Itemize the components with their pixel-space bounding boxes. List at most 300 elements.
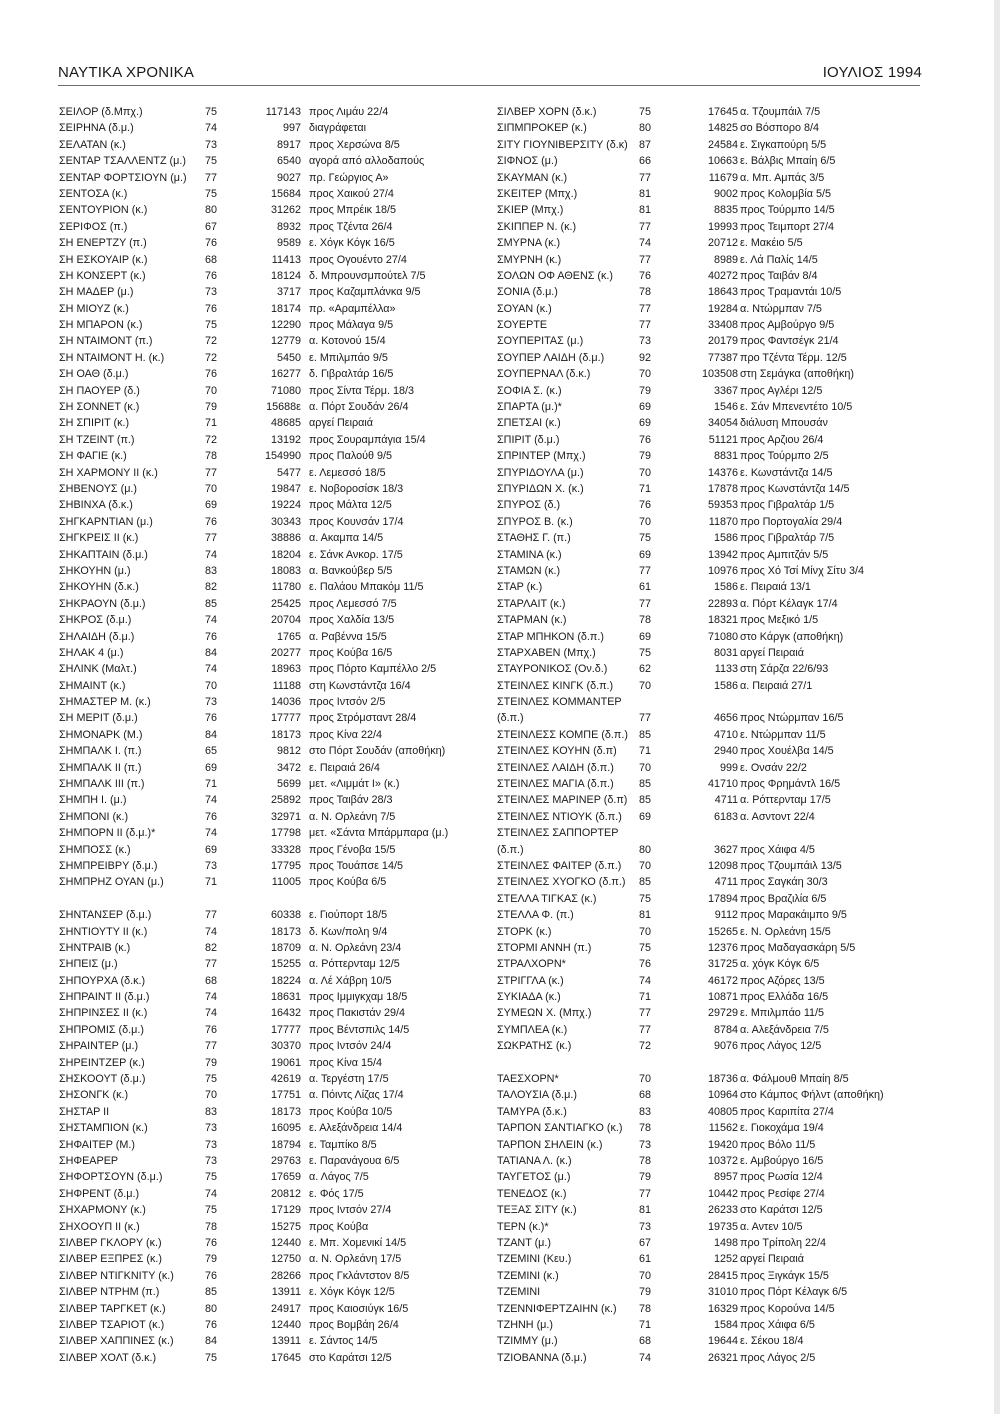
table-row [497, 333, 929, 349]
status-note: προς Κουνσάν 17/4 [309, 515, 404, 528]
tonnage: 8784 [713, 1023, 738, 1036]
tonnage: 33328 [270, 843, 301, 856]
status-note: ε. Μπιλμπάο 9/5 [309, 351, 388, 364]
tonnage: 19420 [707, 1138, 738, 1151]
table-row [59, 350, 491, 366]
tonnage: 14036 [270, 696, 301, 709]
build-year: 75 [205, 1351, 218, 1364]
tonnage: 10442 [707, 1187, 738, 1200]
tonnage: 8031 [713, 646, 738, 659]
ship-name: ΣΗΝΤΑΝΣΕΡ (δ.μ.) [59, 909, 152, 922]
build-year: 75 [639, 106, 652, 118]
table-row [497, 776, 929, 792]
table-row [59, 481, 491, 497]
build-year: 77 [639, 220, 652, 233]
status-note: ε. Σάν Μπενεντέτο 10/5 [740, 401, 853, 414]
tonnage: 24917 [270, 1302, 301, 1315]
table-row [59, 645, 491, 661]
ship-name: ΣΜΥΡΝΗ (κ.) [497, 253, 562, 266]
tonnage: 18631 [270, 991, 301, 1004]
status-note: ε. Αμβούργο 16/5 [740, 1155, 824, 1167]
tonnage: 19847 [270, 482, 301, 495]
ship-name: ΣΗ ΤΖΕΙΝΤ (π.) [59, 433, 135, 446]
ship-name: ΣΗ ΝΤΑΙΜΟΝΤ Η. (κ.) [59, 351, 165, 364]
table-row [497, 645, 929, 661]
status-note: προς Μεξικό 1/5 [740, 614, 819, 627]
status-note: α. Φάλμουθ Μπαίη 8/5 [740, 1073, 849, 1086]
ship-name: ΣΕΝΤΑΡ ΦΟΡΤΣΙΟΥΝ (μ.) [59, 171, 187, 184]
tonnage: 997 [282, 122, 301, 135]
ship-name: ΣΤΑΡΛΑΙΤ (κ.) [497, 597, 566, 610]
tonnage: 1586 [713, 532, 738, 545]
table-row [497, 661, 929, 677]
table-row [497, 924, 929, 940]
ship-name: ΣΙΛΒΕΡ ΧΟΡΝ (δ.κ.) [497, 106, 597, 118]
ship-name: ΤΑΡΠΟΝ ΣΗΛΕΙΝ (κ.) [497, 1138, 603, 1151]
build-year: 69 [205, 761, 218, 774]
table-row [59, 547, 491, 563]
status-note: σο Βόσπορο 8/4 [740, 122, 819, 135]
ship-name: ΣΙΦΝΟΣ (μ.) [497, 155, 558, 168]
table-row [497, 956, 929, 972]
status-note: προ Πορτογαλία 29/4 [740, 515, 843, 528]
ship-name: ΣΤΕΙΝΛΕΣ ΚΙΝΓΚ (δ.π.) [497, 679, 614, 692]
table-row [497, 415, 929, 431]
status-note: ε. Παρανάγουα 6/5 [309, 1155, 400, 1167]
table-row [59, 1202, 491, 1218]
table-row [59, 858, 491, 874]
table-row [59, 333, 491, 349]
status-note: α. Ντώρμπαν 7/5 [740, 302, 822, 315]
ship-name: ΣΗΠΡΑΙΝΤ ΙΙ (δ.μ.) [59, 991, 150, 1004]
build-year: 74 [639, 237, 652, 250]
table-row [497, 563, 929, 579]
status-note: προς Γένοβα 15/5 [309, 843, 396, 856]
build-year: 77 [639, 1023, 652, 1036]
ship-name: ΣΗ ΜΑΔΕΡ (μ.) [59, 286, 134, 299]
build-year: 76 [205, 269, 218, 282]
status-note: προς Γιβραλτάρ 1/5 [740, 499, 835, 512]
tonnage: 20179 [707, 335, 738, 348]
table-row [497, 530, 929, 546]
table-row [497, 1251, 929, 1267]
ship-name: ΣΤΑΜΩΝ (κ.) [497, 564, 561, 577]
status-note: ε. Νοβοροσίσκ 18/3 [309, 482, 404, 495]
status-note: αργεί Πειραιά [740, 1253, 805, 1266]
table-row [59, 1333, 491, 1349]
table-row [59, 202, 491, 218]
table-row [497, 1104, 929, 1120]
table-row [497, 219, 929, 235]
ship-name: ΣΙΛΒΕΡ ΝΤΡΗΜ (π.) [59, 1286, 160, 1299]
build-year: 69 [639, 401, 652, 414]
ship-name: ΣΗ ΕΝΕΡΤΖΥ (π.) [59, 237, 147, 250]
tonnage: 18736 [707, 1073, 738, 1086]
build-year: 69 [639, 810, 652, 823]
status-note: προς Ταιβάν 28/3 [309, 794, 393, 807]
status-note: α. Ν. Ορλεάνη 23/4 [309, 941, 402, 954]
build-year: 77 [205, 532, 218, 545]
status-note: προς Ιντσόν 24/4 [309, 1040, 392, 1053]
build-year: 79 [205, 401, 218, 414]
status-note: ε. Φός 17/5 [309, 1187, 364, 1200]
tonnage: 14376 [707, 466, 738, 479]
table-row [59, 399, 491, 415]
build-year: 74 [639, 1351, 652, 1364]
build-year: 74 [639, 974, 652, 987]
status-note: α. χόγκ Κόγκ 6/5 [740, 958, 820, 971]
table-row [59, 924, 491, 940]
status-note: προς Στρόμσταντ 28/4 [309, 712, 417, 725]
build-year: 71 [639, 745, 652, 758]
build-year: 61 [639, 581, 652, 594]
status-note: ε. Σέκου 18/4 [740, 1335, 804, 1348]
status-note: ε. Παλάου Μπακόμ 11/5 [309, 581, 424, 594]
status-note: διαγράφεται [309, 122, 366, 135]
build-year: 76 [639, 433, 652, 446]
status-note: προς Μπρέικ 18/5 [309, 204, 397, 217]
build-year: 79 [639, 1286, 652, 1299]
tonnage: 18709 [270, 941, 301, 954]
build-year: 77 [639, 171, 652, 184]
table-row [497, 678, 929, 694]
status-note: προς Αγλέρι 12/5 [740, 384, 823, 397]
build-year: 74 [205, 1187, 218, 1200]
tonnage: 117143 [265, 106, 301, 118]
status-note: δ. Κων/πολη 9/4 [309, 925, 388, 938]
table-row [59, 842, 491, 858]
build-year: 76 [639, 269, 652, 282]
table-row [497, 235, 929, 251]
tonnage: 15688ε [266, 401, 301, 414]
table-row [497, 727, 929, 743]
table-row [497, 1137, 929, 1153]
status-note: προς Καιοσιύγκ 16/5 [309, 1302, 409, 1315]
table-row [59, 694, 491, 710]
status-note: προς Ρωσία 12/4 [740, 1171, 823, 1184]
status-note: ε. Πειραιά 26/4 [309, 761, 380, 774]
table-row [497, 1005, 929, 1021]
table-row [497, 612, 929, 628]
table-row [59, 710, 491, 726]
status-note: προς Ρεσίφε 27/4 [740, 1187, 825, 1200]
build-year: 72 [639, 1040, 652, 1053]
ship-name: ΣΗΜΠΑΛΚ Ι. (π.) [59, 745, 142, 758]
ship-name: ΣΕΡΙΦΟΣ (π.) [59, 220, 128, 233]
ship-name: ΤΕΞΑΣ ΣΙΤΥ (κ.) [497, 1204, 577, 1217]
table-row [59, 792, 491, 808]
status-note: α. Ασντοντ 22/4 [740, 810, 815, 823]
tonnage: 42619 [270, 1073, 301, 1086]
tonnage: 11413 [271, 253, 301, 266]
tonnage: 3367 [713, 384, 738, 397]
table-row [59, 1301, 491, 1317]
status-note: ε. Ονσάν 22/2 [740, 761, 807, 774]
build-year: 77 [205, 1040, 218, 1053]
status-note: προς Μαδαγασκάρη 5/5 [740, 941, 856, 954]
status-note: προς Σαγκάη 30/3 [740, 876, 828, 889]
ship-name: ΣΗ ΧΑΡΜΟΝΥ ΙΙ (κ.) [59, 466, 158, 479]
build-year: 75 [205, 1073, 218, 1086]
build-year: 74 [205, 122, 218, 135]
table-row [497, 1219, 929, 1235]
ship-name: ΣΤΕΙΝΛΕΣ ΝΤΙΟΥΚ (δ.π.) [497, 810, 622, 823]
status-note: προς Λιμάυ 22/4 [309, 106, 389, 118]
tonnage: 8989 [713, 253, 738, 266]
table-row [59, 514, 491, 530]
build-year: 75 [639, 892, 652, 905]
build-year: 77 [639, 253, 652, 266]
status-note: ε. Σιγκαπούρη 5/5 [740, 138, 827, 151]
status-note: προς Ξιγκάγκ 15/5 [740, 1269, 829, 1282]
table-row [59, 874, 491, 890]
build-year: 65 [205, 745, 218, 758]
ship-name: ΤΖΕΜΙΝΙ (Κευ.) [497, 1253, 572, 1266]
status-note: προς Ιντσόν 27/4 [309, 1204, 392, 1217]
table-row [497, 366, 929, 382]
table-row [497, 268, 929, 284]
page-edge [994, 0, 1000, 1414]
status-note: προς Μαρακάιμπο 9/5 [740, 909, 847, 922]
tonnage: 40805 [707, 1105, 738, 1118]
status-note: α. Ρόττερνταμ 17/5 [740, 794, 831, 807]
ship-name: ΣΗ ΕΣΚΟΥΑΙΡ (κ.) [59, 253, 148, 266]
build-year: 83 [639, 1105, 652, 1118]
tonnage: 11562 [708, 1122, 738, 1135]
build-year: 68 [639, 1335, 652, 1348]
build-year: 70 [205, 1089, 218, 1102]
table-row [59, 497, 491, 513]
status-note: στη Σάρζα 22/6/93 [740, 663, 829, 676]
build-year: 75 [205, 106, 218, 118]
build-year: 73 [205, 696, 218, 709]
tonnage: 26233 [707, 1204, 738, 1217]
table-row [497, 579, 929, 595]
build-year: 84 [205, 646, 218, 659]
build-year: 76 [205, 302, 218, 315]
status-note: ε. Χόγκ Κόγκ 16/5 [309, 237, 395, 250]
tonnage: 13942 [707, 548, 738, 561]
tonnage: 12779 [270, 335, 301, 348]
build-year: 67 [639, 1236, 652, 1249]
table-row [497, 1120, 929, 1136]
tonnage: 9002 [713, 187, 738, 200]
build-year: 77 [639, 712, 652, 725]
tonnage: 8835 [713, 204, 738, 217]
status-note: προς Καζαμπλάνκα 9/5 [309, 286, 421, 299]
build-year: 74 [205, 925, 218, 938]
build-year: 85 [639, 794, 652, 807]
build-year: 81 [639, 187, 652, 200]
tonnage: 5477 [276, 466, 301, 479]
tonnage: 8831 [713, 450, 738, 463]
tonnage: 14825 [707, 122, 738, 135]
table-row [59, 1219, 491, 1235]
build-year: 79 [639, 384, 652, 397]
tonnage: 29729 [707, 1007, 738, 1020]
ship-name: ΣΗΓΚΡΕΙΣ ΙΙ (κ.) [59, 532, 139, 545]
status-note: α. Ρόττερνταμ 12/5 [309, 958, 400, 971]
table-row [59, 1251, 491, 1267]
build-year: 73 [639, 1220, 652, 1233]
tonnage: 8917 [276, 138, 301, 151]
tonnage: 1765 [276, 630, 301, 643]
tonnage: 4656 [713, 712, 738, 725]
tonnage: 51121 [708, 433, 738, 446]
tonnage: 18204 [270, 548, 301, 561]
status-note: ε. Λά Παλίς 14/5 [740, 253, 818, 266]
build-year: 68 [639, 1089, 652, 1102]
tonnage: 10372 [707, 1155, 738, 1167]
table-row [497, 792, 929, 808]
table-row [59, 678, 491, 694]
tonnage: 1586 [713, 679, 738, 692]
table-row [497, 399, 929, 415]
status-note: προς Βέντσπιλς 14/5 [309, 1023, 410, 1036]
tonnage: 24584 [707, 138, 738, 151]
table-row [59, 448, 491, 464]
ship-name: ΣΙΛΒΕΡ ΕΞΠΡΕΣ (κ.) [59, 1253, 162, 1266]
build-year: 79 [639, 1171, 652, 1184]
status-note: προς Αμβούργο 9/5 [740, 319, 835, 332]
build-year: 74 [205, 991, 218, 1004]
table-row [497, 448, 929, 464]
build-year: 70 [205, 679, 218, 692]
tonnage: 18174 [270, 302, 301, 315]
table-row [59, 760, 491, 776]
tonnage: 10976 [707, 564, 738, 577]
build-year: 74 [205, 827, 218, 840]
ship-name: ΣΤΕΙΝΛΕΣ ΚΟΜΜΑΝΤΕΡ [497, 696, 622, 709]
table-row [497, 350, 929, 366]
table-row [59, 366, 491, 382]
tonnage: 26321 [707, 1351, 738, 1364]
ship-name: ΣΗΦΕΑΡΕΡ [59, 1155, 119, 1167]
table-row [59, 825, 491, 841]
tonnage: 25892 [270, 794, 301, 807]
tonnage: 77387 [707, 351, 738, 364]
status-note: προς Κίνα 22/4 [309, 728, 383, 741]
ship-name: ΣΙΛΒΕΡ ΤΣΑΡΙΟΤ (κ.) [59, 1318, 165, 1331]
table-row [59, 465, 491, 481]
tonnage: 1586 [713, 581, 738, 594]
tonnage: 1252 [713, 1253, 738, 1266]
build-year: 69 [639, 417, 652, 430]
ship-name: ΤΑΥΓΕΤΟΣ (μ.) [497, 1171, 571, 1184]
tonnage: 19284 [707, 302, 738, 315]
status-note: στο Καράτσι 12/5 [309, 1351, 392, 1364]
ship-name: ΣΗΠΡΙΝΣΕΣ ΙΙ (κ.) [59, 1007, 148, 1020]
build-year: 75 [205, 1171, 218, 1184]
table-row [497, 743, 929, 759]
table-row [59, 661, 491, 677]
build-year: 80 [205, 1302, 218, 1315]
status-note: προς Ντώρμπαν 16/5 [740, 712, 844, 725]
tonnage: 18643 [707, 286, 738, 299]
ship-name: ΣΠΡΙΝΤΕΡ (Μπχ.) [497, 450, 586, 463]
ship-name: ΣΗΜΑΣΤΕΡ Μ. (κ.) [59, 696, 151, 709]
status-note: προς Τζουμπάιλ 13/5 [740, 859, 842, 872]
build-year: 62 [639, 663, 652, 676]
build-year: 80 [639, 843, 652, 856]
tonnage: 46172 [707, 974, 738, 987]
status-note: προς Λεμεσσό 7/5 [309, 597, 397, 610]
table-row [59, 629, 491, 645]
tonnage: 3717 [276, 286, 301, 299]
tonnage: 4710 [713, 728, 738, 741]
table-row [59, 1087, 491, 1103]
build-year: 81 [639, 909, 652, 922]
ship-name: ΤΑΤΙΑΝΑ Λ. (κ.) [497, 1155, 572, 1167]
tonnage: 9812 [276, 745, 301, 758]
status-note: προς Χάιφα 4/5 [740, 843, 815, 856]
table-row [59, 137, 491, 153]
table-row [59, 1137, 491, 1153]
ship-name: ΣΤΑΡ ΜΠΗΚΟΝ (δ.π.) [497, 630, 604, 643]
build-year: 82 [205, 941, 218, 954]
ship-name: ΤΖΕΜΙΝΙ [497, 1286, 541, 1299]
build-year: 76 [205, 515, 218, 528]
ship-name: ΣΤΕΙΝΛΕΣ ΣΑΠΠΟΡΤΕΡ [497, 827, 619, 840]
ship-name: ΤΖΕΝΝΙΦΕΡΤΖΑΙΗΝ (κ.) [497, 1302, 617, 1315]
build-year: 75 [205, 155, 218, 168]
ship-name: ΣΗΚΟΥΗΝ (μ.) [59, 564, 131, 577]
status-note: προς Ιντσόν 2/5 [309, 696, 386, 709]
ship-name: ΣΗΣΤΑΡ ΙΙ [59, 1105, 110, 1118]
tonnage: 1498 [713, 1236, 738, 1249]
status-note: ε. Ντώρμπαν 11/5 [740, 728, 826, 741]
ship-name: ΣΥΜΕΩΝ Χ. (Μπχ.) [497, 1007, 592, 1020]
table-row [59, 907, 491, 923]
table-row [59, 120, 491, 136]
table-row [497, 1333, 929, 1349]
build-year: 76 [205, 630, 218, 643]
ship-name: ΣΕΝΤΟΥΡΙΟΝ (κ.) [59, 204, 148, 217]
status-note: προς Πόρτο Καμπέλλο 2/5 [309, 663, 437, 676]
ship-name: ΣΗ ΦΑΓΙΕ (κ.) [59, 450, 127, 463]
tonnage: 12440 [270, 1318, 301, 1331]
table-row [59, 317, 491, 333]
build-year: 73 [205, 138, 218, 151]
build-year: 70 [639, 466, 652, 479]
table-row [59, 432, 491, 448]
status-note: ε. Γιούπορτ 18/5 [309, 909, 388, 922]
build-year: 69 [205, 499, 218, 512]
build-year: 80 [639, 122, 652, 135]
tonnage: 154990 [264, 450, 301, 463]
table-row [59, 268, 491, 284]
table-row [497, 383, 929, 399]
ship-name: ΣΥΚΙΑΔΑ (κ.) [497, 991, 561, 1004]
build-year: 76 [205, 1318, 218, 1331]
publication-title: ΝΑΥΤΙΚΑ ΧΡΟΝΙΚΑ [58, 64, 195, 81]
tonnage: 59353 [707, 499, 738, 512]
ship-name: ΣΗΜΑΙΝΤ (κ.) [59, 679, 126, 692]
ship-name: ΣΤΑΘΗΣ Γ. (π.) [497, 532, 571, 545]
status-note: α. Πόρτ Σουδάν 26/4 [309, 401, 409, 414]
status-note: α. Ραβέννα 15/5 [309, 630, 387, 643]
build-year: 73 [205, 1122, 218, 1135]
build-year: 77 [205, 466, 218, 479]
ship-name: ΣΗΠΟΥΡΧΑ (δ.κ.) [59, 974, 146, 987]
table-row [59, 219, 491, 235]
table-row [59, 153, 491, 169]
table-row [497, 284, 929, 300]
tonnage: 13911 [271, 1335, 301, 1348]
table-row [497, 858, 929, 874]
header-rule [58, 85, 920, 86]
build-year: 70 [639, 1269, 652, 1282]
